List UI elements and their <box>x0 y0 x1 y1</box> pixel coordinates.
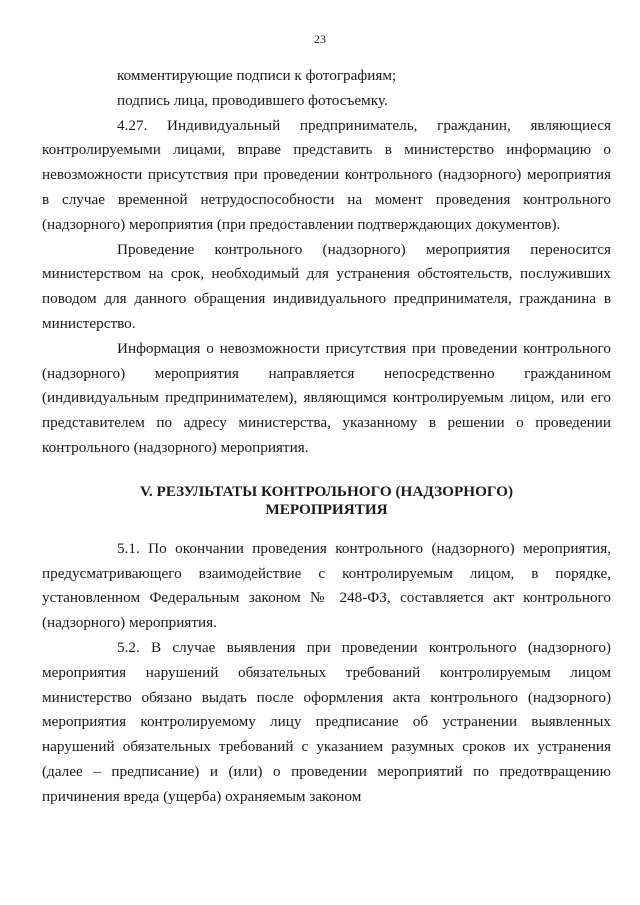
section-heading-line2: МЕРОПРИЯТИЯ <box>265 500 388 518</box>
list-item: подпись лица, проводившего фотосъемку. <box>117 91 388 109</box>
paragraph-5-2: 5.2. В случае выявления при проведении контрольного (надзорного) мероприятия нарушений обязательных требований контролируемым лицом министерство обязано выдать после оформления акта контрольного (надзорного) мероприятия контролируемому лицу предписание об устранении выявленных нарушений обязательных требований с указанием разумных сроков их устранения (далее – предписание) и (или) о проведении мероприятий по предотвращению причинения вреда (ущерба) охраняемым законом <box>42 638 611 805</box>
paragraph-5-1: 5.1. По окончании проведения контрольного (надзорного) мероприятия, предусматривающего взаимодействие с контролируемым лицом, в порядке, установленном Федеральным законом № 248-ФЗ, составляется акт контрольного (надзорного) мероприятия. <box>42 539 611 632</box>
page-number: 23 <box>314 32 326 46</box>
paragraph-4-27: 4.27. Индивидуальный предприниматель, гражданин, являющиеся контролируемыми лицами, вправе представить в министерство информацию о невозможности присутствия при проведении контрольного (надзорного) мероприятия в случае временной нетрудоспособности на момент проведения контрольного (надзорного) мероприятия (при предоставлении подтверждающих документов). <box>42 116 611 233</box>
paragraph-information: Информация о невозможности присутствия при проведении контрольного (надзорного) мероприятия направляется непосредственно гражданином (индивидуальным предпринимателем), являющимся контролируемым лицом, или его представителем по адресу министерства, указанному в решении о проведении контрольного (надзорного) мероприятия. <box>42 339 611 456</box>
section-heading-line1: V. РЕЗУЛЬТАТЫ КОНТРОЛЬНОГО (НАДЗОРНОГО) <box>139 482 514 500</box>
paragraph-postponement: Проведение контрольного (надзорного) мероприятия переносится министерством на срок, необходимый для устранения обстоятельств, послуживших поводом для данного обращения индивидуального предпринимателя, гражданина в министерство. <box>42 240 611 332</box>
list-item: комментирующие подписи к фотографиям; <box>117 67 397 84</box>
section-heading <box>42 483 611 519</box>
document-body <box>42 64 611 810</box>
